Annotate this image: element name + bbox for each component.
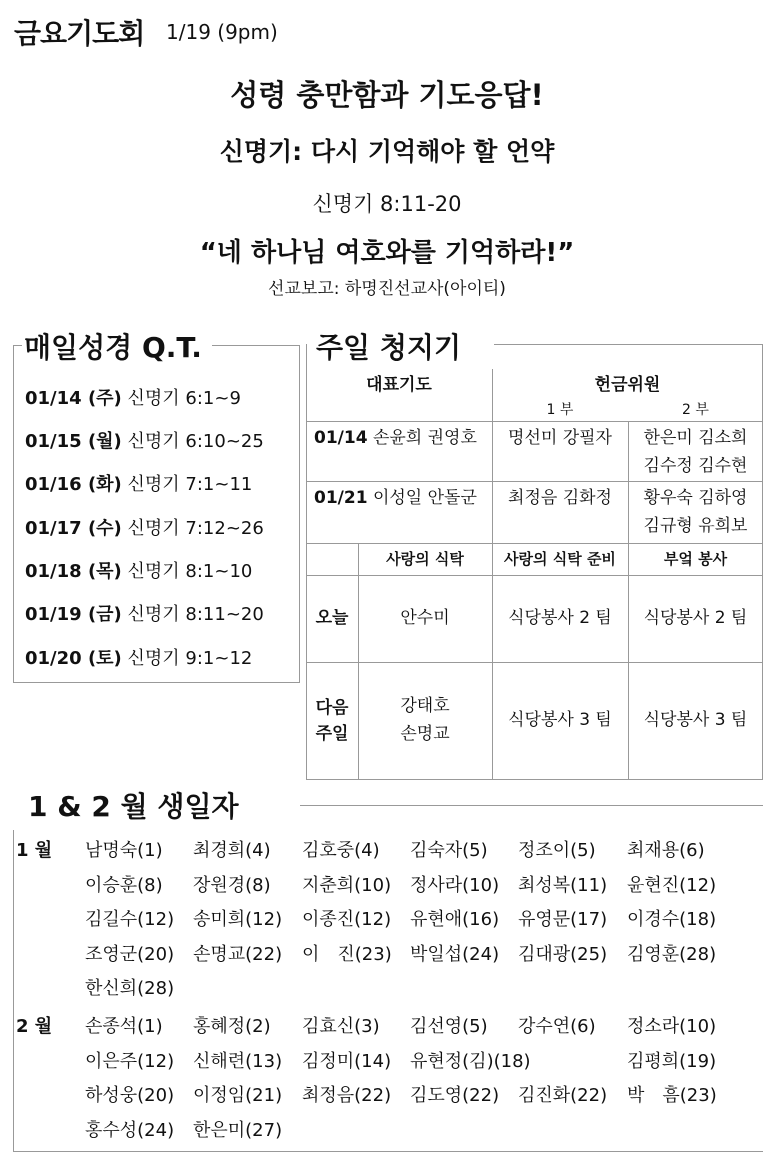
offering-part2: 김수정 김수현: [643, 456, 748, 476]
birthday-entry: 지춘희(10): [302, 874, 392, 896]
sunday-title: 주일 청지기: [314, 326, 473, 366]
next-love: 손명교: [400, 724, 450, 744]
birthday-entry: 최성복(11): [518, 874, 608, 896]
birthday-entry: 박 흠(23): [627, 1085, 717, 1106]
birthday-entry: 윤현진(12): [627, 874, 717, 896]
mission-report: [0, 274, 774, 299]
header-love-table: 사랑의 식탁: [386, 550, 464, 568]
birthday-entry: 이 진(23): [302, 943, 392, 965]
qt-row: [25, 600, 264, 626]
birthday-entry: 남명숙(1): [85, 840, 163, 861]
header-part-2: 2 부: [682, 402, 709, 418]
birthday-entry: 유현애(16): [410, 909, 500, 930]
qt-date: 01/16 (화): [25, 474, 122, 495]
qt-date: 01/20 (토): [25, 648, 122, 669]
divider: [306, 543, 763, 544]
qt-date: 01/19 (금): [25, 604, 122, 625]
meeting-date: 1/19 (9pm): [166, 20, 278, 44]
birthday-entry: 김호중(4): [302, 840, 380, 861]
qt-ref: 신명기 6:10~25: [127, 431, 264, 452]
month-label-jan: 1 월: [16, 840, 53, 861]
birthday-entry: 강수연(6): [518, 1016, 596, 1037]
header-prayer: 대표기도: [366, 375, 432, 395]
birthday-entry: 손종석(1): [85, 1016, 163, 1037]
header-part-1: 1 부: [546, 402, 574, 418]
birthday-entry: 정사라(10): [410, 874, 500, 896]
birthday-entry: 김도영(22): [410, 1085, 500, 1106]
qt-row: [25, 384, 241, 410]
birthday-entry: 한은미(27): [193, 1119, 283, 1141]
qt-ref: 신명기 9:1~12: [127, 648, 253, 669]
birthday-entry: 김정미(14): [302, 1050, 392, 1072]
qt-date: 01/17 (수): [25, 518, 122, 539]
birthday-entry: 김영훈(28): [627, 943, 717, 965]
label-next: 주일: [315, 724, 349, 744]
offering-part2: 황우숙 김하영: [643, 488, 748, 508]
page-title: 금요기도회: [14, 17, 145, 50]
birthday-entry: 신해련(13): [193, 1050, 283, 1072]
divider: [306, 575, 763, 576]
schedule-row-date-prayer: 01/21 이성일 안돌군: [314, 488, 477, 508]
next-kitchen: 식당봉사 3 팀: [643, 710, 748, 730]
birthday-entry: 김효신(3): [302, 1016, 380, 1037]
today-prep: 식당봉사 2 팀: [508, 608, 612, 628]
birthday-entry: 유영문(17): [518, 909, 608, 930]
birthday-entry: 정소라(10): [627, 1016, 717, 1037]
divider: [306, 662, 763, 663]
birthday-entry: 이은주(12): [85, 1050, 175, 1072]
birthday-entry: 이종진(12): [302, 909, 392, 930]
birthday-entry: 김평희(19): [627, 1050, 717, 1072]
qt-row: [25, 514, 264, 540]
qt-ref: 신명기 7:12~26: [127, 518, 264, 539]
birthday-entry: 홍혜정(2): [193, 1016, 271, 1037]
birthday-entry: 조영군(20): [85, 943, 175, 965]
label-next: 다음: [315, 698, 349, 718]
divider: [306, 481, 763, 482]
qt-row: [25, 644, 252, 670]
birthday-top-border: [300, 805, 763, 806]
birthday-entry: 최재용(6): [627, 840, 705, 861]
header-love-table-prep: 사랑의 식탁 준비: [504, 550, 616, 568]
birthday-entry: 김선영(5): [410, 1016, 488, 1037]
birthday-entry: 김대광(25): [518, 943, 608, 965]
birthday-entry: 이경수(18): [627, 909, 717, 930]
birthday-entry: 하성웅(20): [85, 1085, 175, 1106]
birthday-entry: 홍수성(24): [85, 1119, 175, 1141]
qt-date: 01/14 (주): [25, 388, 122, 409]
qt-ref: 신명기 6:1~9: [127, 388, 241, 409]
qt-title: 매일성경 Q.T.: [22, 326, 212, 366]
birthday-entry: 한신희(28): [85, 978, 175, 999]
sermon-series: 신명기: 다시 기억해야 할 언약: [219, 137, 555, 166]
birthday-entry: 손명교(22): [193, 943, 283, 965]
sermon-theme: 성령 충만함과 기도응답!: [230, 78, 544, 112]
birthday-title: 1 & 2 월 생일자: [28, 785, 251, 825]
birthday-entry: 김숙자(5): [410, 840, 488, 861]
qt-ref: 신명기 8:1~10: [127, 561, 253, 582]
qt-date: 01/15 (월): [25, 431, 122, 452]
today-kitchen: 식당봉사 2 팀: [643, 608, 748, 628]
mission-name: 하명진선교사(아이티): [344, 279, 506, 299]
birthday-entry: 최경희(4): [193, 840, 271, 861]
divider: [628, 543, 629, 780]
qt-date: 01/18 (목): [25, 561, 122, 582]
qt-row: [25, 427, 264, 453]
birthday-entry: 최정음(22): [302, 1085, 392, 1106]
birthday-entry: 정조이(5): [518, 840, 596, 861]
divider: [492, 543, 493, 780]
birthday-entry: 이정임(21): [193, 1085, 283, 1106]
offering-part1: 명선미 강필자: [508, 428, 612, 448]
birthday-entry: 송미희(12): [193, 909, 283, 930]
birthday-entry: 유현정(김)(18): [410, 1050, 531, 1072]
qt-row: [25, 470, 252, 496]
offering-part2: 김규형 유희보: [643, 516, 748, 536]
header-offering: 헌금위원: [594, 375, 661, 395]
header-kitchen: 부엌 봉사: [663, 550, 728, 568]
qt-ref: 신명기 8:11~20: [127, 604, 264, 625]
schedule-row-date-prayer: 01/14 손윤희 권영호: [314, 428, 477, 448]
birthday-entry: 김진화(22): [518, 1085, 608, 1106]
sermon-passage: 신명기 8:11-20: [312, 192, 462, 216]
qt-ref: 신명기 7:1~11: [127, 474, 253, 495]
month-label-feb: 2 월: [16, 1016, 53, 1037]
qt-row: [25, 557, 252, 583]
today-love: 안수미: [400, 608, 450, 628]
offering-part1: 최정음 김화정: [508, 488, 612, 508]
sermon-quote: “네 하나님 여호와를 기억하라!”: [199, 238, 575, 268]
birthday-entry: 장원경(8): [193, 874, 271, 896]
offering-part2: 한은미 김소희: [643, 428, 748, 448]
birthday-entry: 이승훈(8): [85, 874, 163, 896]
label-today: 오늘: [315, 608, 349, 628]
mission-label: 선교보고:: [268, 279, 340, 299]
next-love: 강태호: [400, 696, 450, 716]
birthday-entry: 김길수(12): [85, 909, 175, 930]
birthday-entry: 박일섭(24): [410, 943, 500, 965]
next-prep: 식당봉사 3 팀: [508, 710, 612, 730]
